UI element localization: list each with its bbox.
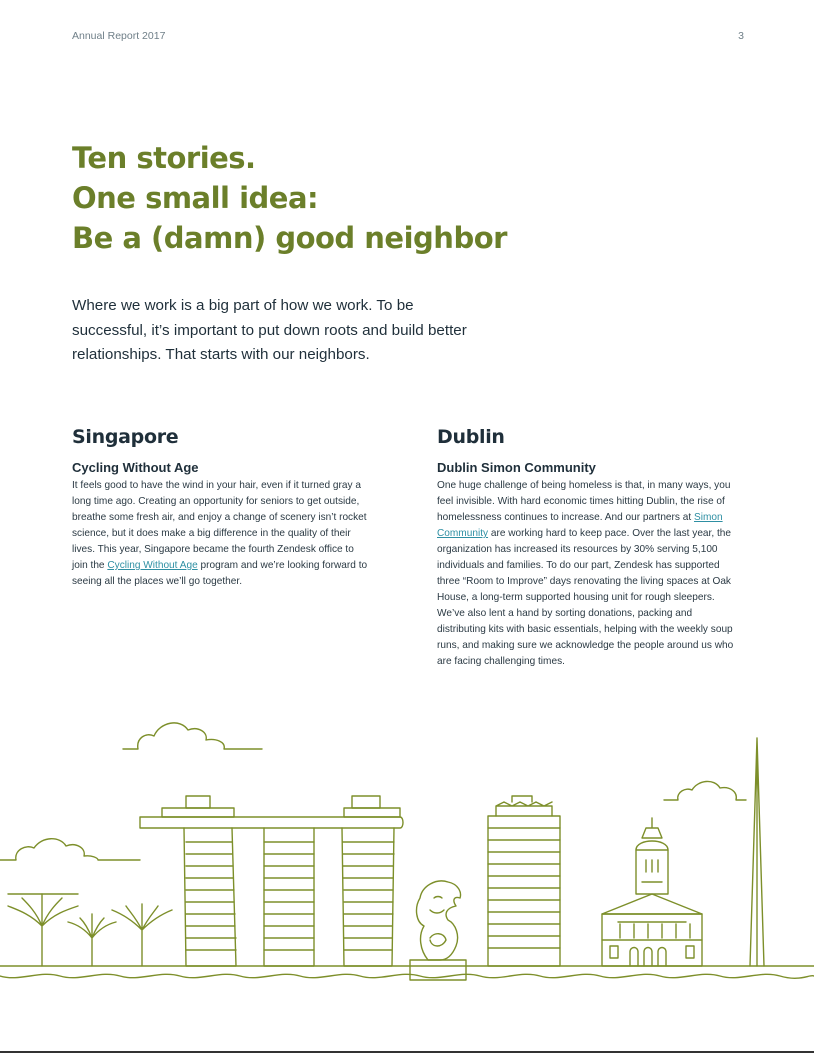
cloud-icon <box>664 781 746 800</box>
tower-building-icon <box>488 796 560 966</box>
city-title-dublin: Dublin <box>437 426 505 448</box>
skyline-illustration <box>0 700 814 1000</box>
headline-line-3: Be a (damn) good neighbor <box>72 221 507 255</box>
cloud-icon <box>0 839 140 860</box>
body-text: One huge challenge of being homeless is that, in many ways, you feel invisible. With hard economic times hitting Dublin, the rise of homelessness continues to increase. And our partners at <box>437 480 731 523</box>
city-title-singapore: Singapore <box>72 426 179 448</box>
supertree-icon <box>68 914 116 966</box>
intro-paragraph: Where we work is a big part of how we work. To be successful, it’s important to put down roots and build better relationships. That starts with our neighbors. <box>72 297 467 363</box>
page-number: 3 <box>738 30 744 42</box>
program-title-dublin: Dublin Simon Community <box>437 460 596 475</box>
program-title-singapore: Cycling Without Age <box>72 460 199 475</box>
singapore-section <box>72 426 372 590</box>
spire-icon <box>750 738 764 966</box>
cloud-icon <box>123 723 262 749</box>
body-text: program and we’re looking forward to seeing all the places we’ll go together. <box>72 560 368 587</box>
supertree-icon <box>112 904 172 966</box>
supertree-icon <box>8 894 78 966</box>
water-icon <box>0 966 814 978</box>
simon-community-link[interactable]: Simon Community <box>437 512 723 539</box>
singapore-body <box>72 478 372 590</box>
body-text: are working hard to keep pace. Over the last year, the organization has increased its resources by 30% serving 5,100 individuals and families. To do our part, Zendesk has supported three “Room to Improve” days renovating the living spaces at Oak House, a long-term supported housing unit for rough sleepers. We’ve also lent a hand by sorting donations, packing and distributing kits with basic essentials, helping with the weekly soup runs, and making sure we acknowledge the people around us who are facing challenging times. <box>437 528 734 667</box>
headline-line-2: One small idea: <box>72 181 319 215</box>
page-bottom-border <box>0 1051 814 1053</box>
marina-bay-sands-icon <box>140 796 403 966</box>
headline <box>72 138 507 258</box>
dublin-section <box>437 426 737 670</box>
body-text: It feels good to have the wind in your hair, even if it turned gray a long time ago. Creating an opportunity for seniors to get outside, breathe some fresh air, and enjoy a change of scenery isn’t rocket science, but it does make a big difference in the quality of their lives. This year, Singapore became the fourth Zendesk office to join the <box>72 480 367 571</box>
dublin-body <box>437 478 737 670</box>
merlion-icon <box>410 881 466 980</box>
headline-line-1: Ten stories. <box>72 141 256 175</box>
report-title: Annual Report 2017 <box>72 30 166 42</box>
cycling-without-age-link[interactable]: Cycling Without Age <box>107 560 198 571</box>
domed-building-icon <box>602 818 702 966</box>
